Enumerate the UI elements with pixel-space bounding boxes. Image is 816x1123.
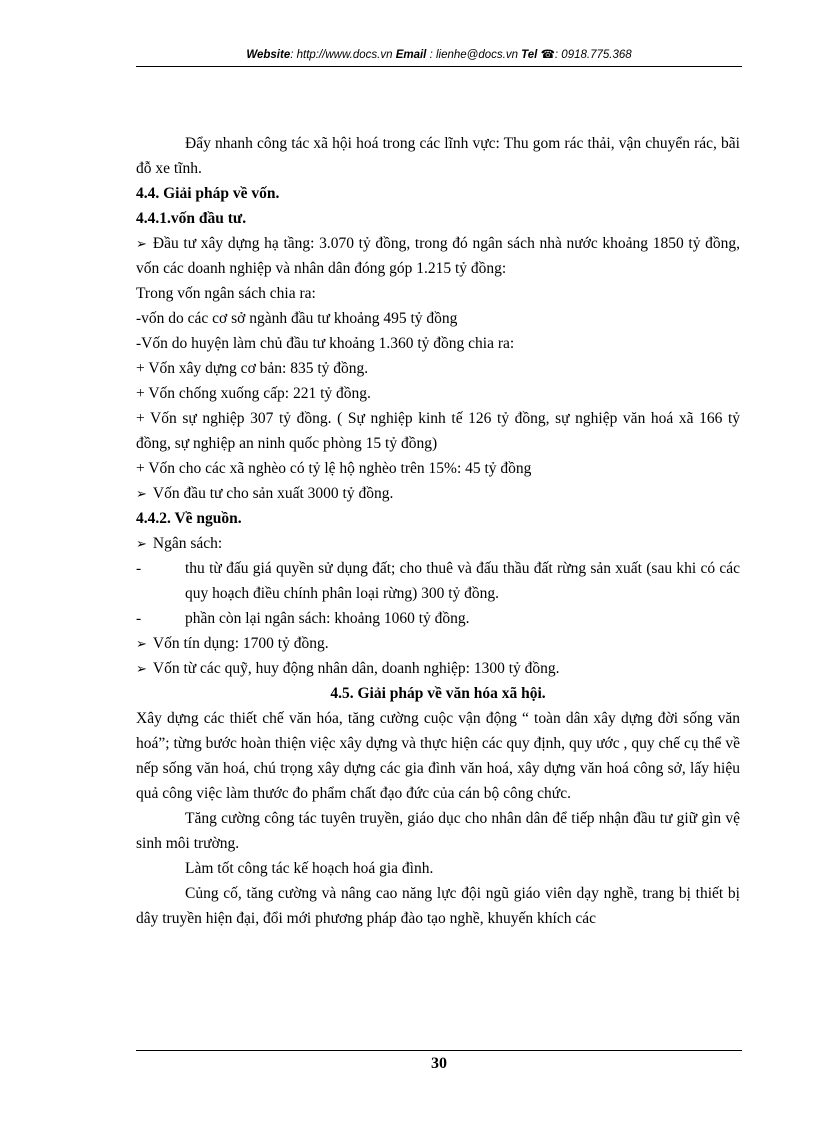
email-label: Email bbox=[395, 49, 427, 61]
email-value: : lienhe@docs.vn bbox=[429, 49, 518, 61]
dash-item bbox=[136, 556, 740, 606]
website-label: Website bbox=[246, 49, 291, 61]
tel-label: Tel bbox=[521, 49, 538, 61]
paragraph: Đẩy nhanh công tác xã hội hoá trong các lĩnh vực: Thu gom rác thải, vận chuyển rác, bãi đỗ xe tĩnh. bbox=[136, 135, 740, 177]
dash-item bbox=[136, 606, 740, 631]
dash-item-text: phần còn lại ngân sách: khoảng 1060 tỷ đồng. bbox=[185, 610, 470, 627]
footer-divider bbox=[136, 1050, 742, 1051]
arrow-bullet-item: ➢ Đầu tư xây dựng hạ tầng: 3.070 tỷ đồng, trong đó ngân sách nhà nước khoảng 1850 tỷ đồng, vốn các doanh nghiệp và nhân dân đóng góp 1.215 tỷ đồng: bbox=[136, 231, 740, 281]
list-line: + Vốn xây dựng cơ bản: 835 tỷ đồng. bbox=[136, 360, 369, 377]
website-value: : http://www.docs.vn bbox=[290, 49, 393, 61]
subsection-heading: 4.4.2. Về nguồn. bbox=[136, 510, 242, 527]
list-line: + Vốn chống xuống cấp: 221 tỷ đồng. bbox=[136, 385, 371, 402]
arrow-bullet-item: ➢ Vốn tín dụng: 1700 tỷ đồng. bbox=[136, 631, 740, 656]
header-divider bbox=[136, 66, 742, 67]
dash-marker: - bbox=[136, 610, 142, 627]
arrow-bullet-item: ➢ Vốn đầu tư cho sản xuất 3000 tỷ đồng. bbox=[136, 481, 740, 506]
subsection-heading: 4.4.1.vốn đầu tư. bbox=[136, 210, 247, 227]
dash-marker: - bbox=[136, 560, 142, 577]
phone-icon: ☎ bbox=[540, 49, 555, 61]
tel-value: : 0918.775.368 bbox=[554, 49, 632, 61]
dash-item-text: thu từ đấu giá quyền sử dụng đất; cho thuê và đấu thầu đất rừng sản xuất (sau khi có các quy hoạch điều chính phân loại rừng) 300 tỷ đồng. bbox=[185, 560, 740, 602]
section-heading: 4.5. Giải pháp về văn hóa xã hội. bbox=[330, 685, 546, 702]
arrow-bullet-item: ➢ Vốn từ các quỹ, huy động nhân dân, doanh nghiệp: 1300 tỷ đồng. bbox=[136, 656, 740, 681]
document-body bbox=[136, 131, 740, 931]
page-header bbox=[136, 47, 742, 61]
paragraph: Củng cố, tăng cường và nâng cao năng lực đội ngũ giáo viên dạy nghề, trang bị thiết bị dây truyền hiện đại, đổi mới phương pháp đào tạo nghề, khuyến khích các bbox=[136, 885, 740, 927]
list-line: -Vốn do huyện làm chủ đầu tư khoảng 1.360 tỷ đồng chia ra: bbox=[136, 335, 515, 352]
paragraph: Làm tốt công tác kế hoạch hoá gia đình. bbox=[185, 860, 434, 877]
page-number: 30 bbox=[431, 1055, 447, 1072]
list-line: + Vốn sự nghiệp 307 tỷ đồng. ( Sự nghiệp kinh tế 126 tỷ đồng, sự nghiệp văn hoá xã 166 tỷ đồng, sự nghiệp an ninh quốc phòng 15 tỷ đồng) bbox=[136, 410, 740, 452]
paragraph: Xây dựng các thiết chế văn hóa, tăng cường cuộc vận động “ toàn dân xây dựng đời sống văn hoá”; từng bước hoàn thiện việc xây dựng và thực hiện các quy định, quy ước , quy chế cụ thể về nếp sống văn hoá, chú trọng xây dựng các gia đình văn hoá, xây dựng văn hoá công sở, lấy hiệu quả công việc làm thước đo phẩm chất đạo đức của cán bộ công chức. bbox=[136, 710, 740, 802]
list-line: + Vốn cho các xã nghèo có tỷ lệ hộ nghèo trên 15%: 45 tỷ đồng bbox=[136, 460, 532, 477]
list-line: -vốn do các cơ sở ngành đầu tư khoảng 495 tỷ đồng bbox=[136, 310, 458, 327]
list-line: Trong vốn ngân sách chia ra: bbox=[136, 285, 316, 302]
arrow-bullet-item: ➢ Ngân sách: bbox=[136, 531, 740, 556]
paragraph: Tăng cường công tác tuyên truyền, giáo dục cho nhân dân để tiếp nhận đầu tư giữ gìn vệ sinh môi trường. bbox=[136, 810, 740, 852]
section-heading: 4.4. Giải pháp về vốn. bbox=[136, 185, 280, 202]
